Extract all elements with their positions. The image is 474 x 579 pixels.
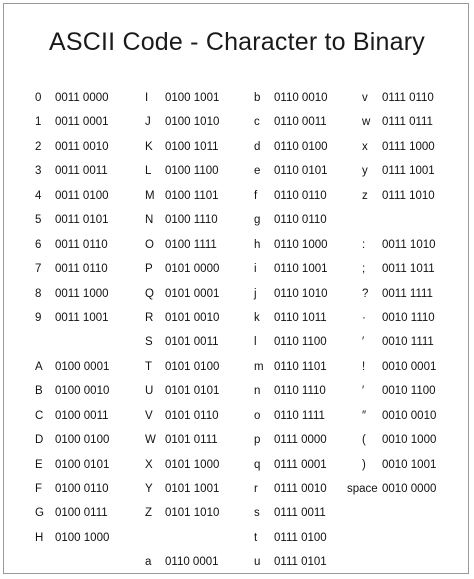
binary-cell: 0100 1000: [55, 531, 110, 544]
binary-cell: 0101 0010: [165, 311, 220, 324]
character-cell: y: [362, 165, 368, 178]
binary-cell: 0100 0011: [55, 409, 109, 422]
character-cell: A: [35, 360, 43, 373]
binary-cell: 0110 1000: [274, 238, 328, 251]
binary-cell: 0101 1010: [165, 507, 220, 520]
binary-cell: 0111 0010: [274, 483, 327, 495]
character-cell: 4: [35, 189, 42, 202]
binary-cell: 0101 0100: [165, 360, 220, 373]
character-cell: ′: [362, 336, 365, 349]
character-cell: g: [254, 214, 261, 227]
character-cell: u: [254, 556, 261, 569]
character-cell: B: [35, 385, 43, 398]
character-cell: 8: [35, 287, 42, 300]
binary-cell: 0110 1100: [274, 336, 327, 349]
binary-cell: 0110 0011: [274, 116, 327, 129]
page-title: ASCII Code - Character to Binary: [49, 28, 425, 56]
binary-cell: 0101 0110: [165, 409, 219, 422]
character-cell: e: [254, 165, 261, 178]
character-cell: z: [362, 189, 368, 202]
character-cell: n: [254, 385, 261, 398]
binary-cell: 0011 0110: [55, 263, 108, 276]
binary-cell: 0101 0001: [165, 287, 220, 300]
character-cell: o: [254, 409, 261, 422]
binary-cell: 0110 0110: [274, 189, 327, 202]
character-cell: T: [145, 360, 153, 373]
binary-cell: 0110 0110: [274, 214, 327, 227]
binary-cell: 0010 1001: [382, 458, 437, 471]
binary-cell: 0011 1000: [55, 287, 109, 300]
binary-cell: 0011 0000: [55, 92, 109, 104]
binary-cell: 0111 0111: [382, 116, 433, 129]
character-cell: Y: [145, 483, 153, 495]
character-cell: j: [254, 287, 257, 300]
binary-cell: 0110 0100: [274, 140, 328, 153]
binary-cell: 0100 0100: [55, 434, 110, 447]
character-cell: E: [35, 458, 43, 471]
character-cell: :: [362, 238, 366, 251]
character-cell: Z: [145, 507, 153, 520]
character-cell: r: [254, 483, 258, 495]
binary-cell: 0010 0001: [382, 360, 437, 373]
binary-cell: 0101 0011: [165, 336, 219, 349]
binary-cell: 0110 1111: [274, 409, 325, 422]
binary-cell: 0100 0111: [55, 507, 108, 520]
character-cell: J: [145, 116, 151, 129]
character-cell: K: [145, 140, 153, 153]
binary-cell: 0100 1111: [165, 238, 217, 251]
character-cell: 3: [35, 165, 42, 178]
binary-cell: 0111 0000: [274, 434, 327, 447]
binary-cell: 0100 0010: [55, 385, 110, 398]
character-cell: 7: [35, 263, 42, 276]
character-cell: I: [145, 92, 149, 104]
character-cell: ;: [362, 263, 366, 276]
binary-cell: 0100 0001: [55, 360, 110, 373]
character-cell: G: [35, 507, 44, 520]
binary-cell: 0110 0001: [165, 556, 219, 569]
character-cell: X: [145, 458, 153, 471]
character-cell: s: [254, 507, 260, 520]
character-cell: M: [145, 189, 155, 202]
binary-cell: 0010 1110: [382, 311, 435, 324]
binary-cell: 0010 1111: [382, 336, 434, 349]
binary-cell: 0011 1001: [55, 311, 109, 324]
binary-cell: 0010 0000: [382, 483, 437, 495]
character-cell: 2: [35, 140, 42, 153]
binary-cell: 0010 1100: [382, 385, 436, 398]
character-cell: F: [35, 483, 43, 495]
binary-cell: 0110 1101: [274, 360, 327, 373]
character-cell: t: [254, 531, 258, 544]
character-cell: V: [145, 409, 153, 422]
binary-cell: 0100 1001: [165, 92, 220, 104]
character-cell: q: [254, 458, 261, 471]
binary-cell: 0011 1010: [382, 238, 436, 251]
character-cell: b: [254, 92, 261, 104]
binary-cell: 0011 1111: [382, 287, 433, 300]
binary-cell: 0011 0101: [55, 214, 109, 227]
binary-cell: 0011 0110: [55, 238, 108, 251]
binary-cell: 0011 1011: [382, 263, 435, 276]
character-cell: (: [362, 434, 366, 447]
binary-cell: 0111 1000: [382, 140, 435, 153]
character-cell: 5: [35, 214, 42, 227]
character-cell: i: [254, 263, 257, 276]
character-cell: ″: [362, 409, 367, 422]
binary-cell: 0101 0101: [165, 385, 220, 398]
character-cell: 9: [35, 311, 42, 324]
character-cell: C: [35, 409, 44, 422]
character-cell: D: [35, 434, 44, 447]
character-cell: f: [254, 189, 258, 202]
binary-cell: 0111 0110: [382, 92, 434, 104]
character-cell: R: [145, 311, 154, 324]
character-cell: S: [145, 336, 153, 349]
binary-cell: 0110 1010: [274, 287, 328, 300]
binary-cell: 0011 0001: [55, 116, 109, 129]
binary-cell: 0110 0010: [274, 92, 328, 104]
character-cell: 6: [35, 238, 42, 251]
character-cell: k: [254, 311, 260, 324]
binary-cell: 0111 0100: [274, 531, 327, 544]
character-cell: P: [145, 263, 153, 276]
character-cell: x: [362, 140, 368, 153]
character-cell: !: [362, 360, 366, 373]
binary-cell: 0101 0000: [165, 263, 220, 276]
binary-cell: 0101 1001: [165, 483, 220, 495]
character-cell: ·: [362, 311, 366, 324]
binary-cell: 0100 0101: [55, 458, 110, 471]
character-cell: d: [254, 140, 261, 153]
binary-cell: 0110 1110: [274, 385, 326, 398]
character-cell: space: [347, 483, 378, 495]
binary-cell: 0110 0101: [274, 165, 328, 178]
character-cell: ′: [362, 385, 365, 398]
binary-cell: 0111 0001: [274, 458, 327, 471]
character-cell: c: [254, 116, 260, 129]
character-cell: v: [362, 92, 368, 104]
character-cell: m: [254, 360, 264, 373]
binary-cell: 0011 0011: [55, 165, 108, 178]
binary-cell: 0011 0010: [55, 140, 109, 153]
binary-cell: 0100 1110: [165, 214, 218, 227]
character-cell: l: [254, 336, 257, 349]
character-cell: W: [145, 434, 156, 447]
binary-cell: 0101 0111: [165, 434, 218, 447]
character-cell: H: [35, 531, 44, 544]
character-cell: O: [145, 238, 154, 251]
character-cell: w: [362, 116, 371, 129]
binary-cell: 0100 1010: [165, 116, 220, 129]
binary-cell: 0111 0101: [274, 556, 327, 569]
binary-cell: 0111 1010: [382, 189, 435, 202]
binary-cell: 0111 0011: [274, 507, 326, 520]
binary-cell: 0100 0110: [55, 483, 109, 495]
character-cell: L: [145, 165, 152, 178]
character-cell: h: [254, 238, 261, 251]
character-cell: ): [362, 458, 366, 471]
binary-cell: 0110 1001: [274, 263, 328, 276]
character-cell: U: [145, 385, 154, 398]
character-cell: a: [145, 556, 152, 569]
binary-cell: 0101 1000: [165, 458, 220, 471]
character-cell: N: [145, 214, 154, 227]
character-cell: Q: [145, 287, 154, 300]
binary-cell: 0100 1011: [165, 140, 219, 153]
binary-cell: 0110 1011: [274, 311, 327, 324]
binary-cell: 0010 1000: [382, 434, 437, 447]
character-cell: p: [254, 434, 261, 447]
binary-cell: 0010 0010: [382, 409, 437, 422]
character-cell: 1: [35, 116, 42, 129]
character-cell: ?: [362, 287, 369, 300]
binary-cell: 0100 1100: [165, 165, 219, 178]
binary-cell: 0011 0100: [55, 189, 109, 202]
binary-cell: 0100 1101: [165, 189, 219, 202]
binary-cell: 0111 1001: [382, 165, 435, 178]
character-cell: 0: [35, 92, 42, 104]
